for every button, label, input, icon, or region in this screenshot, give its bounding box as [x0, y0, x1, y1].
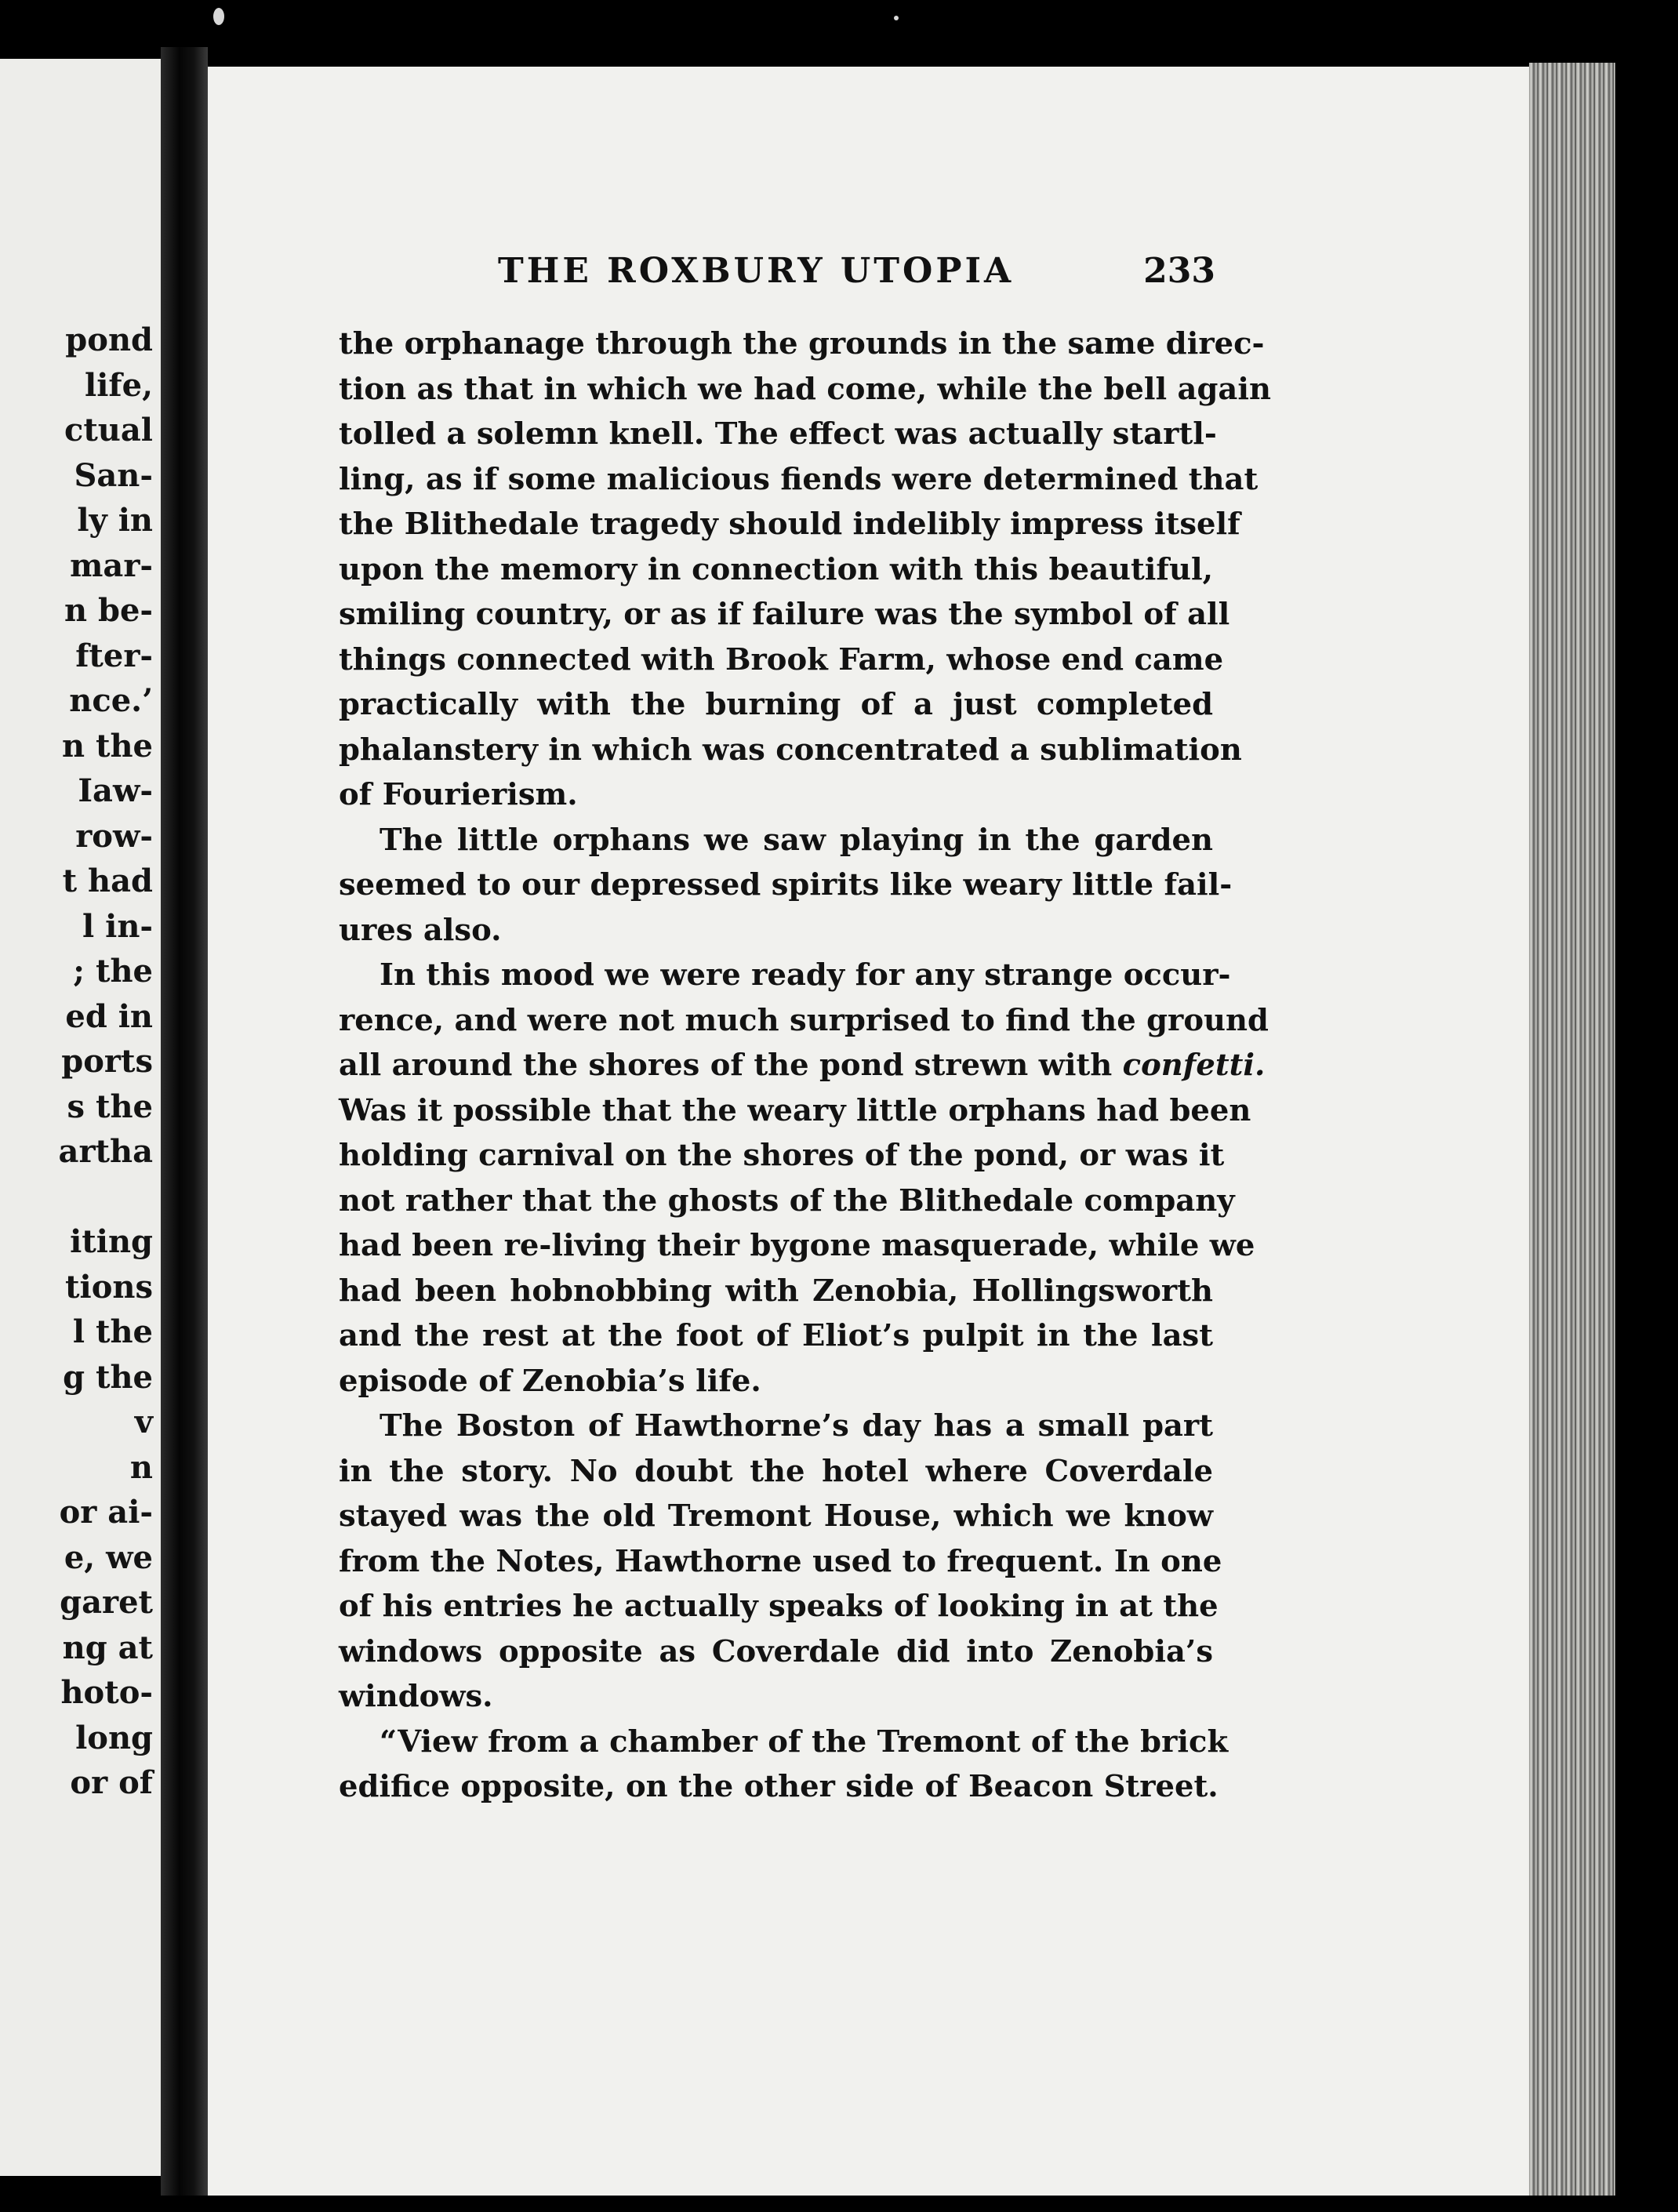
text-line: windows opposite as Coverdale did into Zenobia’s — [339, 1633, 1213, 1669]
page-fore-edge — [1529, 63, 1615, 2196]
facing-page-line: tions — [65, 1268, 153, 1306]
book-gutter — [161, 47, 208, 2196]
facing-page-line: ng at — [62, 1629, 153, 1666]
text-line: The little orphans we saw playing in the garden — [380, 822, 1213, 858]
text-line: windows. — [339, 1679, 493, 1714]
facing-page-line: San- — [74, 456, 153, 494]
facing-page-line: iting — [70, 1223, 153, 1260]
facing-page-line: l the — [72, 1313, 153, 1350]
facing-page-line — [59, 1175, 153, 1220]
facing-page-line: garet — [60, 1584, 153, 1621]
text-line: the orphanage through the grounds in the same direc- — [339, 326, 1265, 361]
text-line: “View from a chamber of the Tremont of the brick — [380, 1723, 1229, 1760]
facing-page-fragment — [0, 59, 161, 2176]
text-line: stayed was the old Tremont House, which we know — [339, 1498, 1213, 1534]
text-line: seemed to our depressed spirits like weary little fail- — [339, 867, 1233, 903]
text-line: the Blithedale tragedy should indelibly impress itself — [339, 507, 1240, 542]
facing-page-text — [59, 318, 153, 1806]
text-line: had been hobnobbing with Zenobia, Hollingsworth — [339, 1273, 1213, 1309]
text-line: The Boston of Hawthorne’s day has a small part — [380, 1408, 1213, 1444]
facing-page-line: hoto- — [60, 1674, 153, 1711]
text-line: smiling country, or as if failure was the symbol of all — [339, 597, 1230, 632]
facing-page-line: n the — [61, 727, 153, 765]
text-line: and the rest at the foot of Eliot’s pulpit in the last — [339, 1318, 1213, 1353]
facing-page-line: long — [75, 1719, 153, 1756]
text-line: tolled a solemn knell. The effect was actually startl- — [339, 416, 1217, 452]
facing-page-line: or of — [70, 1764, 153, 1801]
text-line: of his entries he actually speaks of looking in at the — [339, 1589, 1219, 1624]
facing-page-line: ports — [61, 1043, 153, 1080]
facing-page-line: l in- — [82, 907, 153, 945]
scan-border — [1615, 63, 1678, 2211]
page-number: 233 — [1143, 251, 1215, 291]
facing-page-line: fter- — [75, 637, 153, 674]
facing-page-line: row- — [75, 817, 153, 855]
text-line: of Fourierism. — [339, 777, 578, 812]
facing-page-line: n — [129, 1448, 153, 1486]
text-line: things connected with Brook Farm, whose end came — [339, 641, 1224, 677]
italic-word: confetti. — [1122, 1048, 1266, 1083]
scan-speck — [894, 16, 899, 20]
facing-page-line: life, — [85, 366, 153, 404]
facing-page-line: e, we — [64, 1538, 153, 1576]
facing-page-line: ed in — [65, 997, 153, 1035]
text-line: not rather that the ghosts of the Blithedale company — [339, 1182, 1235, 1219]
body-text — [339, 321, 1271, 1810]
facing-page-line: ; the — [73, 953, 153, 990]
facing-page-line: n be- — [64, 592, 153, 629]
facing-page-line: Iaw- — [78, 772, 153, 809]
text-line: Was it possible that the weary little orphans had been — [339, 1092, 1251, 1128]
facing-page-line: ly in — [77, 502, 153, 539]
text-line: upon the memory in connection with this beautiful, — [339, 551, 1213, 587]
running-head — [290, 251, 1215, 298]
text-line: phalanstery in which was concentrated a sublimation — [339, 732, 1242, 768]
text-line: ures also. — [339, 912, 502, 948]
text-line: practically with the burning of a just completed — [339, 687, 1213, 722]
text-line: tion as that in which we had come, while the bell again — [339, 371, 1271, 407]
scan-speck — [213, 8, 224, 25]
text-run: all around the shores of the pond strewn with — [339, 1048, 1123, 1083]
text-line: in the story. No doubt the hotel where Coverdale — [339, 1453, 1213, 1489]
facing-page-line: artha — [58, 1133, 153, 1170]
text-line: edifice opposite, on the other side of Beacon Street. — [339, 1769, 1219, 1804]
facing-page-line: g the — [63, 1358, 153, 1396]
facing-page-line: mar- — [70, 547, 153, 584]
text-line: holding carnival on the shores of the pond, or was it — [339, 1138, 1225, 1173]
text-line: episode of Zenobia’s life. — [339, 1363, 761, 1399]
facing-page-line: nce.’ — [69, 682, 153, 719]
text-line: from the Notes, Hawthorne used to frequent. In one — [339, 1543, 1222, 1579]
facing-page-line: pond — [65, 321, 153, 358]
facing-page-line: ctual — [64, 412, 153, 449]
text-line: In this mood we were ready for any strange occur- — [380, 957, 1231, 993]
text-line: rence, and were not much surprised to find the ground — [339, 1002, 1269, 1038]
running-head-title: THE ROXBURY UTOPIA — [498, 251, 1015, 291]
text-line-with-italic — [339, 1043, 1266, 1088]
facing-page-line: s the — [67, 1088, 153, 1125]
facing-page-line: or ai- — [59, 1494, 153, 1531]
text-line: had been re-living their bygone masquerade, while we — [339, 1228, 1255, 1263]
facing-page-line: v — [134, 1404, 153, 1440]
text-line: ling, as if some malicious fiends were determined that — [339, 461, 1258, 497]
facing-page-line: t had — [62, 863, 153, 899]
